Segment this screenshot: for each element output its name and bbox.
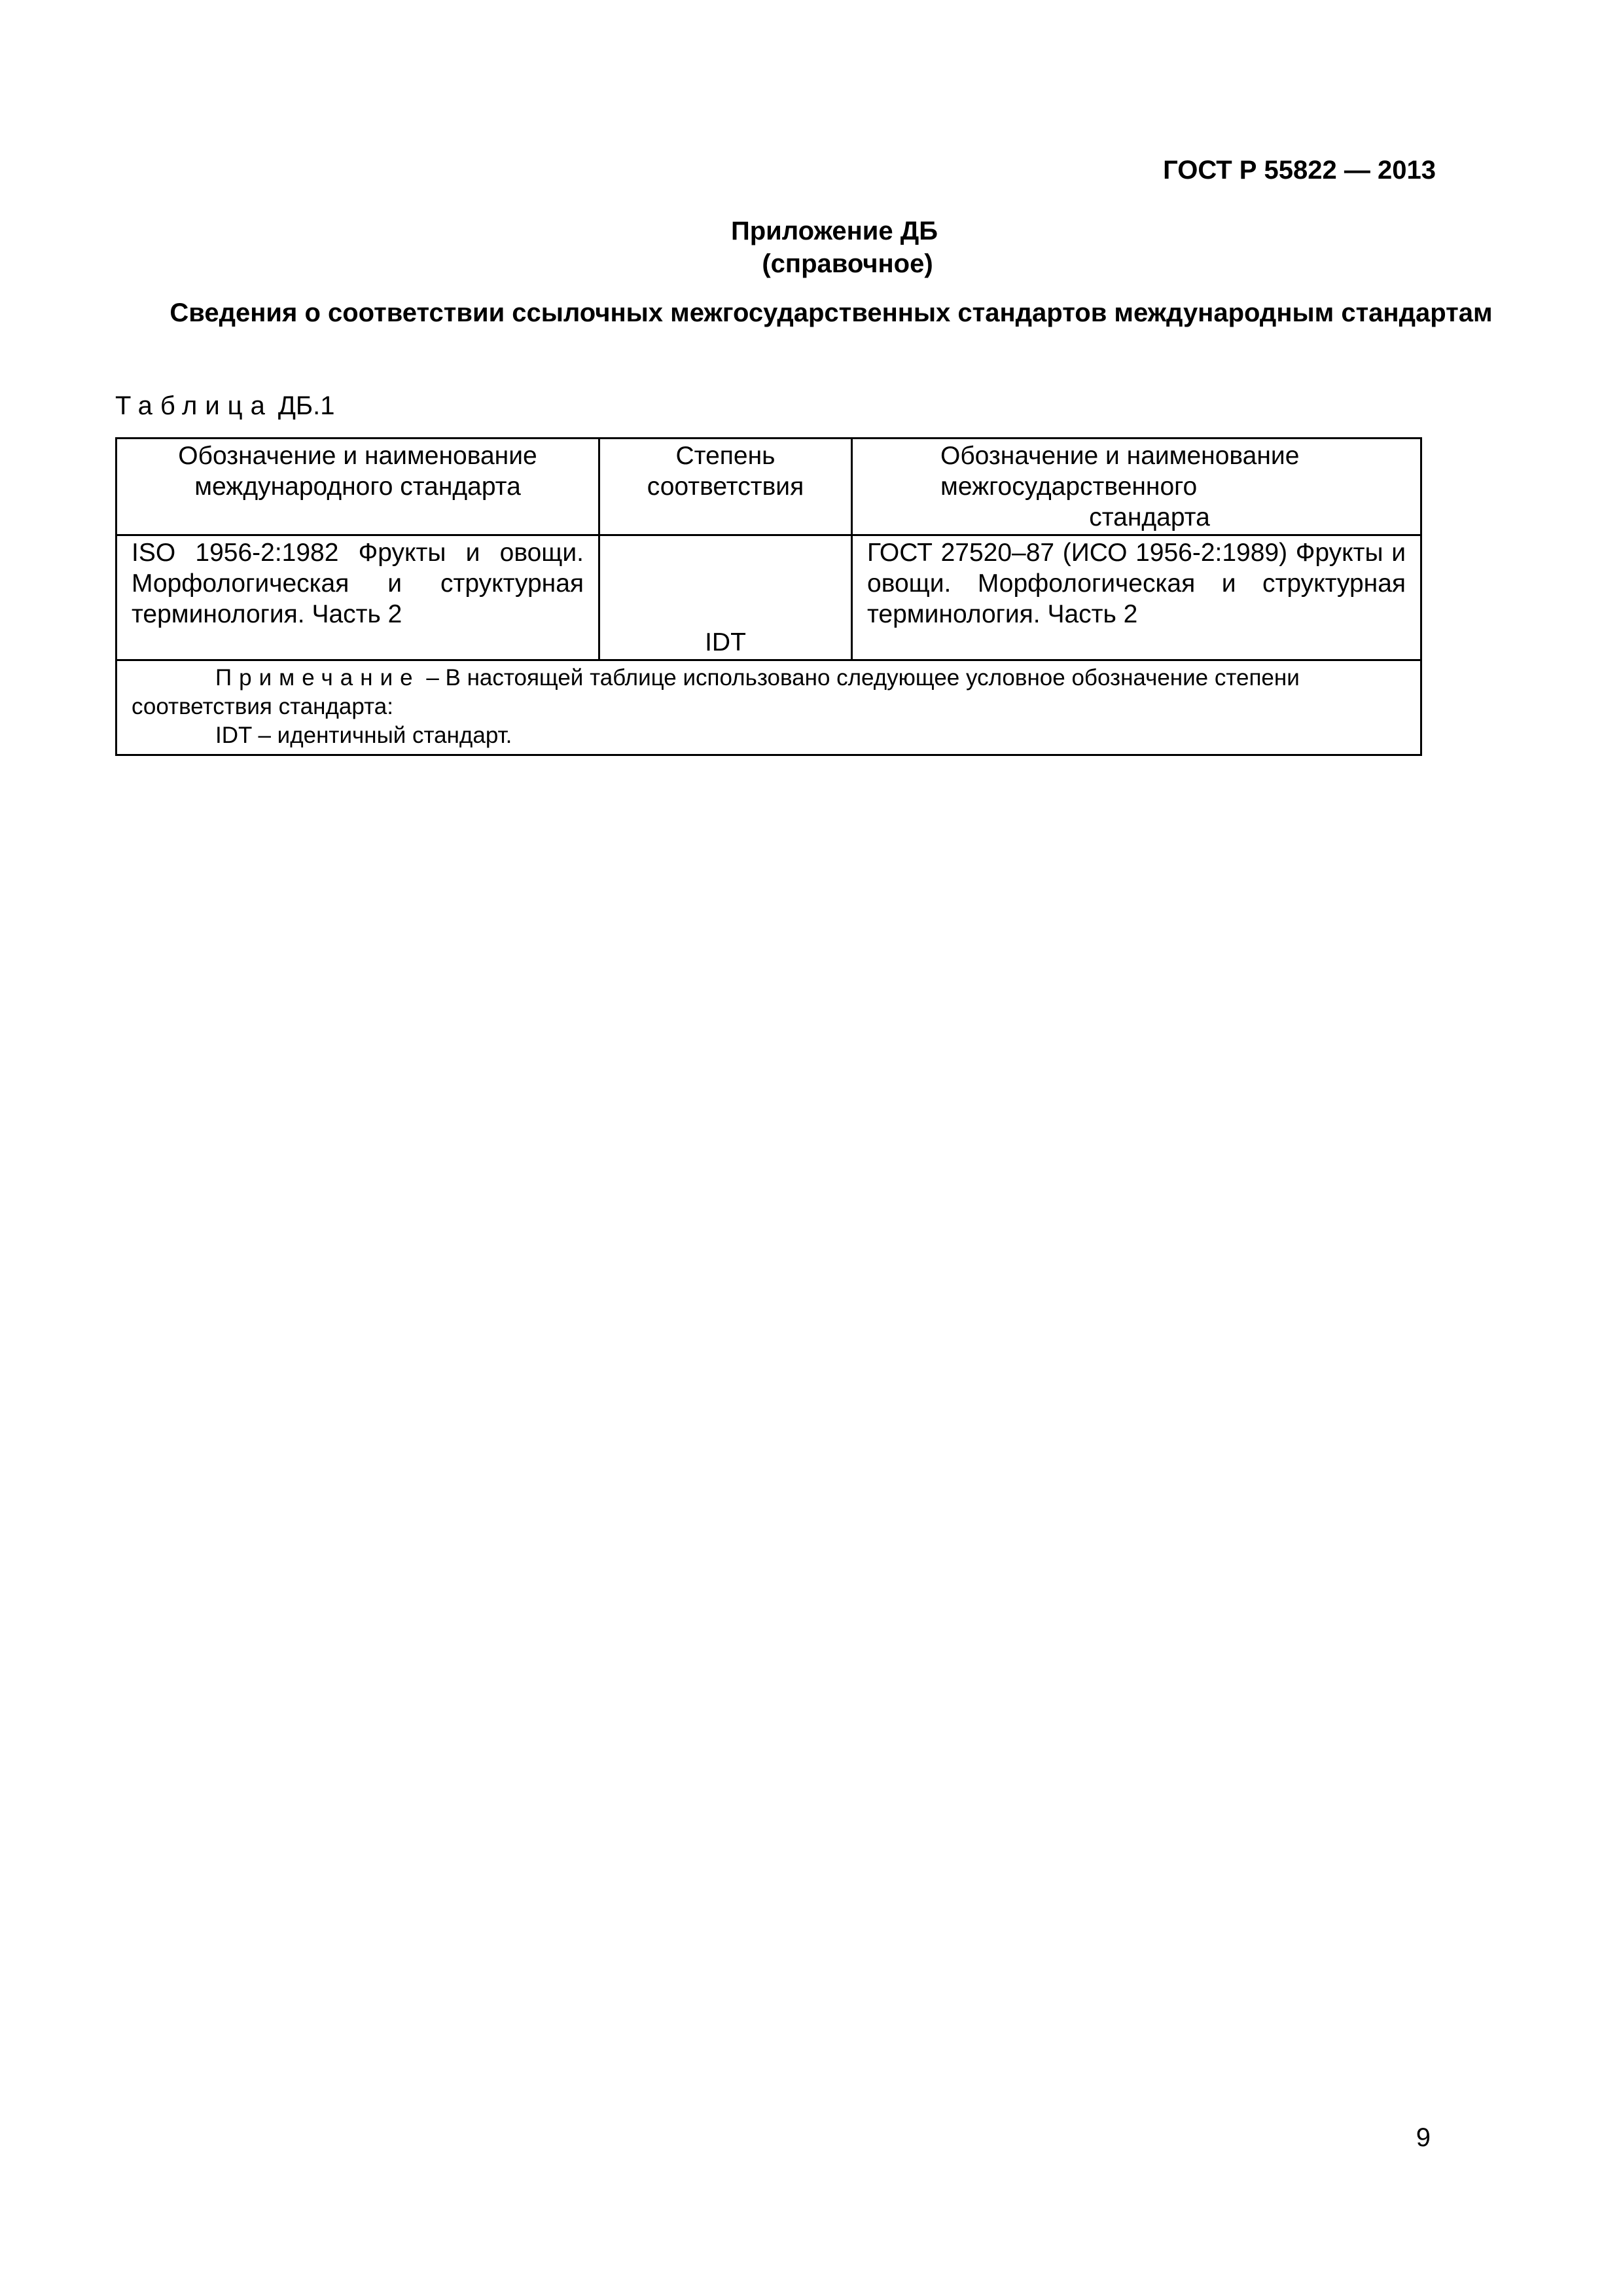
correspondence-table — [115, 437, 1422, 756]
header-col3-line1: Обозначение и наименование — [940, 442, 1300, 470]
note-first-line — [132, 664, 1406, 721]
annex-heading: Сведения о соответствии ссылочных межгосударственных стандартов международным стандартам — [169, 298, 1493, 327]
header-international-standard — [116, 439, 599, 535]
page-number: 9 — [1416, 2123, 1431, 2152]
document-code: ГОСТ Р 55822 — 2013 — [1163, 156, 1436, 185]
note-label: Примечание — [215, 665, 420, 691]
header-col3-line2: межгосударственного — [940, 473, 1198, 501]
table-row — [116, 535, 1421, 660]
header-col2-line1: Степень — [675, 442, 776, 470]
cell-international-standard: ISO 1956-2:1982 Фрукты и овощи. Морфологическая и структурная терминология. Часть 2 — [116, 535, 599, 660]
table-caption-number: ДБ.1 — [277, 391, 335, 420]
cell-interstate-standard: ГОСТ 27520–87 (ИСО 1956-2:1989) Фрукты и овощи. Морфологическая и структурная терминология. Часть 2 — [852, 535, 1421, 660]
header-col1-line2: международного стандарта — [194, 473, 521, 501]
table-header-row — [116, 439, 1421, 535]
note-legend: IDT – идентичный стандарт. — [215, 723, 512, 748]
table-note-row — [116, 660, 1421, 755]
annex-title: Приложение ДБ — [731, 217, 938, 245]
table-caption-word: Таблица — [115, 391, 273, 420]
header-degree — [599, 439, 852, 535]
annex-status: (справочное) — [762, 249, 933, 278]
table-caption — [115, 391, 335, 421]
header-interstate-standard — [852, 439, 1421, 535]
header-col2-line2: соответствия — [647, 473, 804, 501]
header-col3-line3: стандарта — [1089, 503, 1210, 531]
note-text: – В настоящей таблице использовано следующее условное обозначение степени соответствия стандарта: — [132, 665, 1300, 719]
cell-degree: IDT — [599, 535, 852, 660]
header-col1-line1: Обозначение и наименование — [178, 442, 537, 470]
table-note — [116, 660, 1421, 755]
